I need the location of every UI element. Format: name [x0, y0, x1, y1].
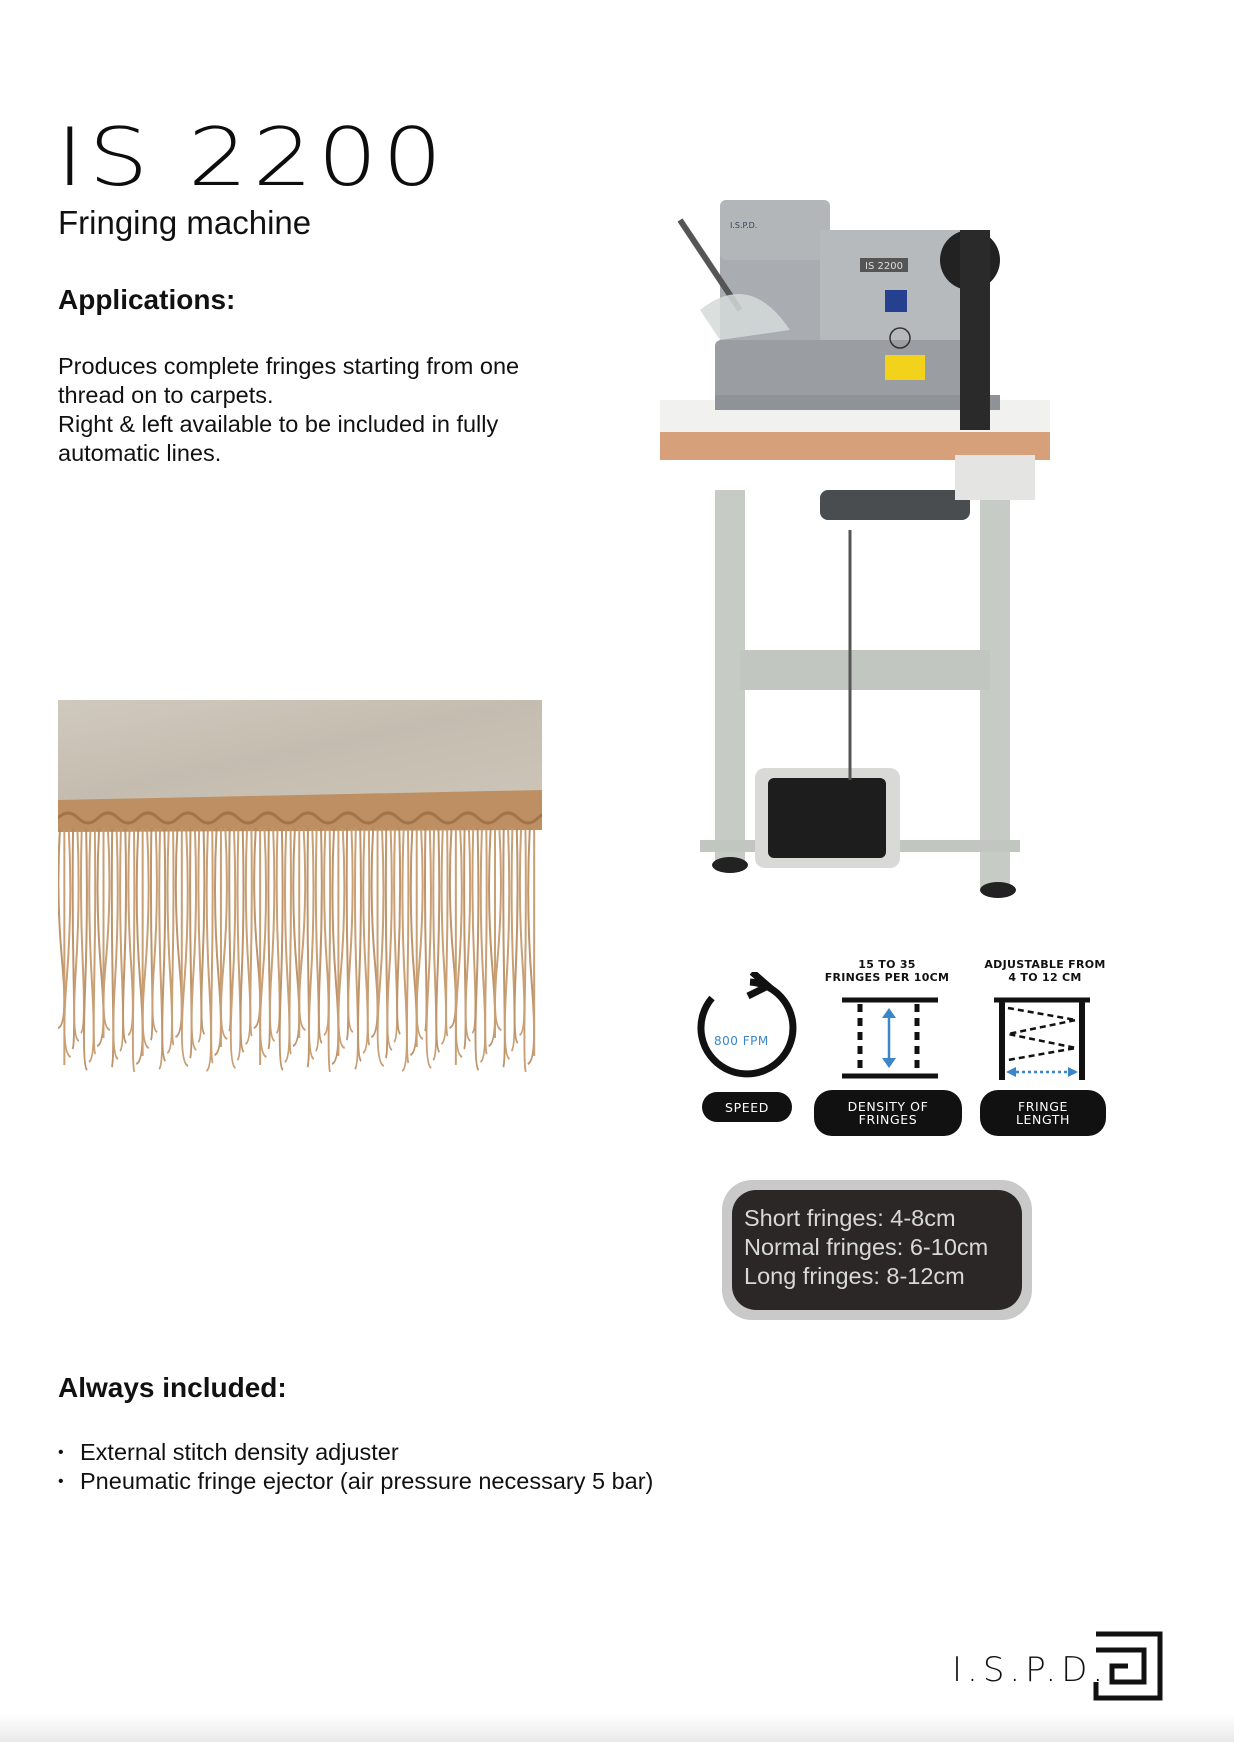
spec-length: [980, 958, 1110, 1138]
fringe-strand: [489, 828, 495, 1046]
fringe-strand: [358, 828, 361, 1061]
included-heading: Always included:: [58, 1372, 287, 1403]
applications-line: Right & left available to be included in fully: [58, 411, 499, 437]
fringe-strand: [466, 828, 471, 1041]
speed-value: 800 FPM: [714, 1034, 769, 1048]
page-bottom-shade: [0, 1714, 1234, 1742]
fringe-strand: [280, 828, 283, 1070]
fringe-strand: [436, 828, 439, 1052]
fringe-strand: [329, 828, 331, 1072]
fringe-strand: [260, 828, 266, 1057]
fringe-strand: [270, 828, 275, 1041]
fringe-strand: [211, 828, 213, 1063]
fringe-strand: [348, 828, 353, 1032]
logo-mark-icon: [1088, 1630, 1164, 1702]
bullet-icon: •: [58, 1473, 64, 1490]
fringe-strand: [229, 828, 231, 1031]
fringe-strand: [520, 828, 525, 1035]
fringe-strand: [201, 828, 204, 1034]
fringe-strand: [505, 828, 510, 1059]
fringe-strand: [485, 828, 487, 1054]
density-caption-line: FRINGES PER 10CM: [824, 971, 950, 984]
density-icon: [812, 990, 962, 1090]
fringe-strand: [475, 828, 478, 1070]
applications-text: [58, 352, 578, 468]
fringe-strand: [319, 828, 322, 1043]
included-item: [58, 1438, 653, 1467]
fringe-strand: [94, 828, 96, 1054]
fringe-strand: [378, 828, 384, 1066]
fringe-strand: [250, 828, 252, 1036]
fringe-length-long: Long fringes: 8-12cm: [744, 1263, 965, 1289]
length-label-line: FRINGE: [1017, 1099, 1069, 1114]
fringe-strand: [172, 828, 174, 1045]
fringe-strand: [215, 828, 221, 1055]
machine-brand-plate: I.S.P.D.: [730, 221, 758, 230]
machine-model-plate: IS 2200: [865, 261, 903, 272]
speed-circle-icon: [690, 972, 800, 1082]
fringe-strand: [182, 828, 188, 1066]
fringe-strand: [417, 828, 423, 1039]
density-label: [814, 1090, 962, 1136]
length-caption-line: 4 TO 12 CM: [1008, 971, 1082, 984]
applications-line: automatic lines.: [58, 440, 222, 466]
fringe-lengths-box: [732, 1190, 1022, 1310]
fringe-strand: [221, 828, 227, 1039]
fringe-strand: [446, 828, 448, 1036]
fringe-strand: [74, 828, 79, 1041]
fringe-strand: [58, 828, 64, 1028]
logo-text: I.S.P.D.: [952, 1650, 1109, 1690]
included-item: [58, 1467, 653, 1496]
applications-line: thread on to carpets.: [58, 382, 274, 408]
fringe-strand: [241, 828, 244, 1052]
fringe-length-short: Short fringes: 4-8cm: [744, 1205, 956, 1231]
fringe-strand: [397, 828, 400, 1034]
fringe-strand: [113, 828, 118, 1059]
fringe-strand: [407, 828, 409, 1063]
fringe-length-icon: [980, 990, 1110, 1090]
length-caption-line: ADJUSTABLE FROM: [984, 958, 1106, 971]
density-label-line: FRINGES: [858, 1112, 918, 1127]
fringe-strand: [133, 828, 135, 1072]
fringe-strand: [254, 828, 260, 1028]
fringe-strand: [472, 828, 475, 1033]
fringe-strand: [175, 828, 181, 1037]
applications-line: Produces complete fringes starting from one: [58, 353, 520, 379]
fringe-strand: [293, 828, 299, 1046]
fringe-strand: [324, 828, 329, 1035]
fringe-strand: [524, 828, 526, 1072]
fringe-strand: [231, 828, 236, 1068]
fringe-strand: [299, 828, 305, 1030]
fringe-strand: [309, 828, 314, 1059]
fringe-strand: [104, 828, 110, 1030]
speed-label: SPEED: [702, 1092, 792, 1122]
bullet-icon: •: [58, 1444, 64, 1461]
length-label-line: LENGTH: [1015, 1112, 1071, 1127]
applications-heading: Applications:: [58, 284, 236, 315]
included-item-text: External stitch density adjuster: [80, 1439, 399, 1465]
spec-density: [812, 958, 962, 1138]
length-caption: [970, 958, 1120, 984]
ispd-logo: [952, 1630, 1164, 1702]
product-subtitle: Fringing machine: [58, 204, 312, 241]
fringe-strand: [192, 828, 197, 1050]
fringe-strand: [528, 828, 534, 1064]
fringe-strand: [123, 828, 126, 1043]
fringe-strand: [162, 828, 165, 1061]
included-list: [58, 1438, 653, 1496]
included-item-text: Pneumatic fringe ejector (air pressure necessary 5 bar): [80, 1468, 654, 1494]
fringe-strand: [289, 828, 291, 1054]
fringe-strand: [128, 828, 133, 1035]
spec-speed: [690, 970, 800, 1130]
fringe-length-normal: Normal fringes: 6-10cm: [744, 1234, 989, 1260]
fringe-strand: [368, 828, 370, 1045]
density-caption-line: 15 TO 35: [858, 958, 916, 971]
fringe-strand: [277, 828, 280, 1033]
fringe-strand: [339, 828, 345, 1048]
fringe-photo: [58, 700, 542, 1072]
fringe-strand: [515, 828, 518, 1043]
fringe-strand: [64, 828, 70, 1057]
fringe-strand: [410, 828, 416, 1055]
product-title: IS 2200: [56, 111, 448, 204]
fringe-strand: [143, 828, 149, 1048]
fringing-machine-photo: [660, 190, 1080, 910]
density-caption: [812, 958, 962, 984]
density-label-line: DENSITY OF: [847, 1099, 929, 1114]
fringe-strand: [495, 828, 501, 1030]
fringe-strand: [387, 828, 392, 1050]
fringe-strand: [371, 828, 377, 1037]
fringe-strand: [153, 828, 158, 1032]
fringe-strand: [84, 828, 87, 1070]
fringe-strand: [81, 828, 84, 1033]
fringe-strand: [427, 828, 432, 1068]
length-label: [980, 1090, 1106, 1136]
fringe-strand: [425, 828, 427, 1031]
fringe-strand: [97, 828, 103, 1046]
fringe-strand: [456, 828, 462, 1057]
fringe-strand: [136, 828, 142, 1064]
fringe-strand: [332, 828, 338, 1064]
fringe-strand: [450, 828, 456, 1028]
